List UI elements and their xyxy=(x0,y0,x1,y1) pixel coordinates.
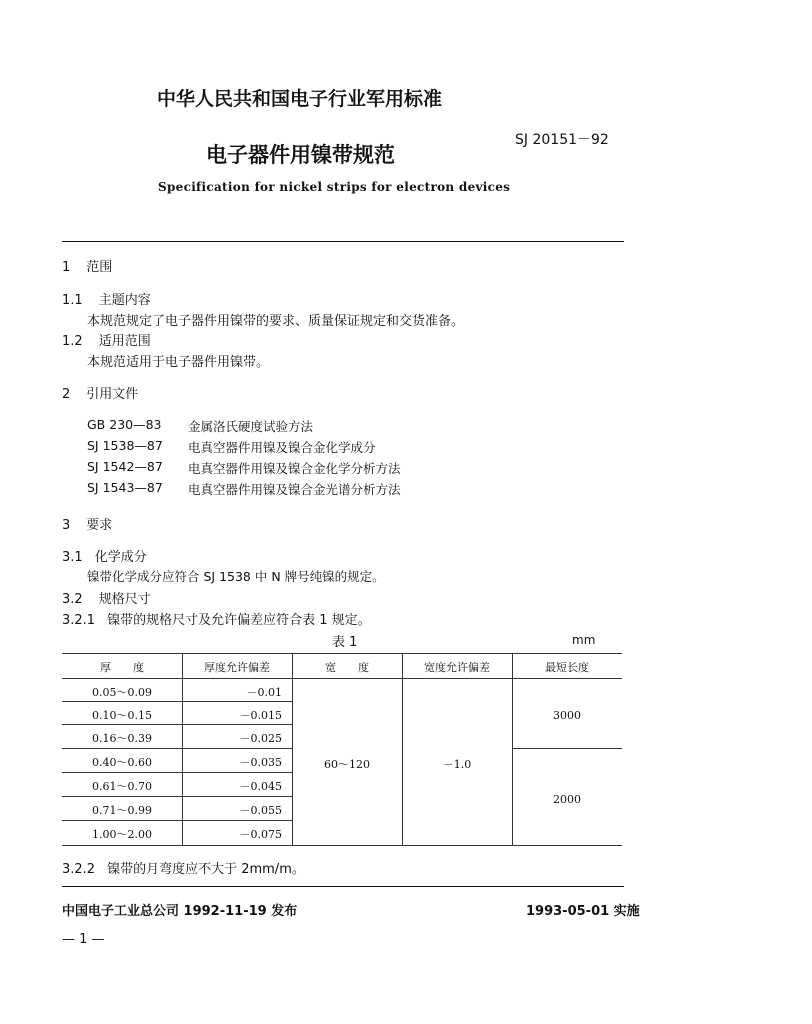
section-1-2-heading xyxy=(62,330,151,349)
thickness-tolerance-cell: －0.055 xyxy=(239,804,282,817)
table-caption: 表 1 xyxy=(332,635,358,650)
reference-title: 电真空器件用镍及镍合金化学成分 xyxy=(188,440,376,455)
table-header-rule xyxy=(62,678,622,679)
table-row-rule xyxy=(62,701,292,702)
table-column-rule xyxy=(512,653,513,845)
thickness-cell: 1.00～2.00 xyxy=(92,828,152,841)
table-bottom-rule xyxy=(62,845,622,846)
table-top-rule xyxy=(62,653,622,654)
section-title: 规格尺寸 xyxy=(98,592,151,607)
publisher-line: 中国电子工业总公司 1992-11-19 发布 xyxy=(62,904,298,919)
thickness-tolerance-cell: －0.075 xyxy=(239,828,282,841)
section-1-1-text: 本规范规定了电子器件用镍带的要求、质量保证规定和交货准备。 xyxy=(87,314,465,329)
table-header-cell: 宽度允许偏差 xyxy=(424,661,490,674)
section-title: 引用文件 xyxy=(86,387,139,402)
table-row-rule xyxy=(512,748,622,749)
table-column-rule xyxy=(182,653,183,845)
reference-code: SJ 1538—87 xyxy=(87,438,163,453)
section-number: 1.1 xyxy=(62,293,83,308)
thickness-cell: 0.40～0.60 xyxy=(92,756,152,769)
table-row-rule xyxy=(62,724,292,725)
section-number: 2 xyxy=(62,387,71,402)
thickness-cell: 0.05～0.09 xyxy=(92,686,152,699)
section-1-1-heading xyxy=(62,289,151,308)
document-title-english: Specification for nickel strips for electron devices xyxy=(158,180,511,194)
table-column-rule xyxy=(402,653,403,845)
section-title: 化学成分 xyxy=(94,550,147,565)
reference-title: 金属洛氏硬度试验方法 xyxy=(188,419,314,434)
section-title: 适用范围 xyxy=(98,334,151,349)
effective-date: 1993-05-01 实施 xyxy=(526,904,640,919)
section-number: 3.2.2 xyxy=(62,862,96,877)
thickness-cell: 0.71～0.99 xyxy=(92,804,152,817)
standard-code: SJ 20151－92 xyxy=(515,132,609,148)
section-title: 主题内容 xyxy=(98,293,151,308)
reference-code: GB 230—83 xyxy=(87,417,162,432)
thickness-cell: 0.16～0.39 xyxy=(92,732,152,745)
section-3-1-text: 镍带化学成分应符合 SJ 1538 中 N 牌号纯镍的规定。 xyxy=(87,569,385,584)
table-row-rule xyxy=(62,820,292,821)
table-header-cell: 宽 度 xyxy=(325,661,369,674)
thickness-tolerance-cell: －0.035 xyxy=(239,756,282,769)
section-title: 要求 xyxy=(86,518,113,533)
reference-code: SJ 1542—87 xyxy=(87,459,163,474)
table-row-rule xyxy=(62,748,292,749)
section-3-1-heading xyxy=(62,546,147,565)
thickness-tolerance-cell: －0.025 xyxy=(239,732,282,745)
section-1-2-text: 本规范适用于电子器件用镍带。 xyxy=(87,355,270,370)
reference-title: 电真空器件用镍及镍合金光谱分析方法 xyxy=(188,482,401,497)
section-3-heading xyxy=(62,514,112,533)
section-number: 3.2.1 xyxy=(62,613,96,628)
section-number: 3 xyxy=(62,518,71,533)
document-title: 电子器件用镍带规范 xyxy=(206,143,395,167)
section-number: 1 xyxy=(62,260,71,275)
section-number: 3.1 xyxy=(62,550,83,565)
table-header-cell: 最短长度 xyxy=(545,661,589,674)
thickness-cell: 0.10～0.15 xyxy=(92,709,152,722)
org-title: 中华人民共和国电子行业军用标准 xyxy=(157,88,443,110)
thickness-tolerance-cell: －0.045 xyxy=(239,780,282,793)
footer-rule xyxy=(62,886,624,887)
table-unit: mm xyxy=(572,633,596,647)
min-length-cell: 3000 xyxy=(553,709,581,722)
table-column-rule xyxy=(292,653,293,845)
header-rule xyxy=(62,241,624,242)
section-title: 范围 xyxy=(86,260,113,275)
section-text: 镍带的规格尺寸及允许偏差应符合表 1 规定。 xyxy=(107,613,371,628)
thickness-tolerance-cell: －0.01 xyxy=(246,686,282,699)
section-1-heading xyxy=(62,256,112,275)
table-header-cell: 厚度允许偏差 xyxy=(204,661,270,674)
min-length-cell: 2000 xyxy=(553,793,581,806)
section-2-heading xyxy=(62,383,138,402)
width-cell: 60～120 xyxy=(324,758,370,771)
table-row-rule xyxy=(62,772,292,773)
width-tolerance-cell: －1.0 xyxy=(442,758,472,771)
section-3-2-1-paragraph xyxy=(62,609,371,628)
table-row-rule xyxy=(62,796,292,797)
table-header-cell: 厚 度 xyxy=(100,661,144,674)
reference-code: SJ 1543—87 xyxy=(87,480,163,495)
section-3-2-2-paragraph xyxy=(62,858,305,877)
thickness-cell: 0.61～0.70 xyxy=(92,780,152,793)
section-number: 3.2 xyxy=(62,592,83,607)
section-text: 镍带的月弯度应不大于 2mm/m。 xyxy=(107,862,305,877)
section-3-2-heading xyxy=(62,588,151,607)
reference-title: 电真空器件用镍及镍合金化学分析方法 xyxy=(188,461,401,476)
section-number: 1.2 xyxy=(62,334,83,349)
thickness-tolerance-cell: －0.015 xyxy=(239,709,282,722)
page-number: — 1 — xyxy=(62,932,105,947)
